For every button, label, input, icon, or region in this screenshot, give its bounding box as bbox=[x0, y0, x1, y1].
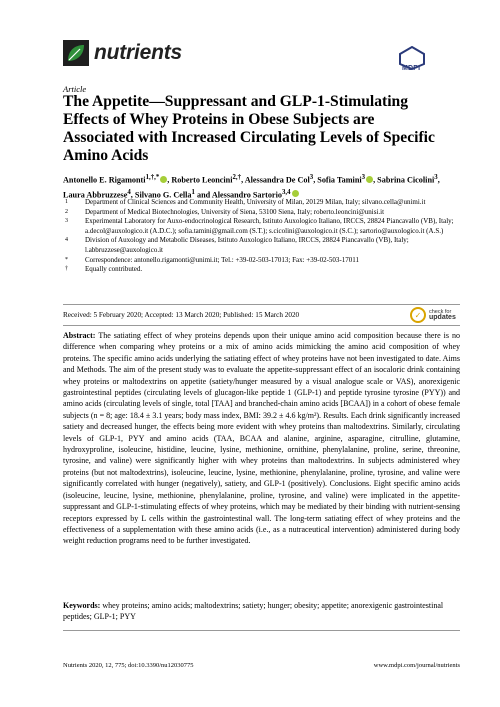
author-affil-sup: 3,4 bbox=[281, 188, 291, 196]
affiliation-item: 4 Division of Auxology and Metabolic Diseases, Istituto Auxologico Italiano, IRCCS, 28824 Piancavallo (VB), Italy; l.abbruzzese@auxologico.it bbox=[65, 236, 409, 254]
author-name: Laura Abbruzzese bbox=[63, 190, 128, 200]
updates-line1: check for bbox=[429, 308, 452, 315]
correspondence-item: * Correspondence: antonello.rigamonti@unimi.it; Tel.: +39-02-503-17013; Fax: +39-02-503-17011 bbox=[65, 255, 359, 264]
author-name: Roberto Leoncini bbox=[171, 175, 233, 185]
article-type: Article bbox=[63, 84, 87, 94]
abstract bbox=[63, 330, 460, 547]
author-affil-sup: 3 bbox=[434, 174, 438, 181]
publication-dates: Received: 5 February 2020; Accepted: 13 March 2020; Published: 15 March 2020 bbox=[63, 311, 300, 319]
author-name: Antonello E. Rigamonti bbox=[63, 175, 146, 185]
keywords-label: Keywords: bbox=[63, 601, 101, 610]
footer-citation: Nutrients 2020, 12, 775; doi:10.3390/nu12030775 bbox=[63, 662, 194, 669]
author-name: Alessandra De Col bbox=[244, 175, 310, 185]
author-conjunction: and bbox=[197, 190, 211, 200]
refresh-icon: ✓ bbox=[410, 307, 426, 323]
paper-title: The Appetite—Suppressant and GLP-1-Stimulating Effects of Whey Proteins in Obese Subjects are Associated with Increased Circulating Levels of Specific Amino Acids bbox=[63, 93, 435, 164]
author-affil-sup: 1,†,* bbox=[145, 174, 160, 181]
journal-logo bbox=[63, 40, 182, 66]
author-affil-sup: 4 bbox=[127, 188, 131, 196]
abstract-text: The satiating effect of whey proteins depends upon their unique amino acid composition because there is no difference when comparing whey proteins or a mix of amino acids mimicking the amino acid composition of whey proteins. The specific amino acids underlying the satiating effect of whey proteins have not been investigated to date. Aims and Methods. The aim of the present study was to evaluate the appetite-suppressant effect of an isocaloric drink containing whey proteins or maltodextrins on appetite (satiety/hunger measured by a visual analogue scale or VAS), anorexigenic gastrointestinal peptides (circulating levels of glucagon-like peptide 1 (GLP-1) and peptide tyrosine tyrosine (PYY)) and amino acids (circulating levels of single, total [TAA] and branched-chain amino acids [BCAA]) in a cohort of obese female subjects (n = 8; age: 18.4 ± 3.1 years; body mass index, BMI: 39.2 ± 4.6 kg/m²). Results. Each drink significantly increased satiety and decreased hunger, the effects being more evident with whey proteins than maltodextrins. Similarly, circulating levels of GLP-1, PYY and amino acids (TAA, BCAA and alanine, arginine, asparagine, citrulline, glutamine, hydroxyproline, isoleucine, histidine, leucine, lysine, methionine, ornithine, phenylalanine, proline, serine, threonine, tyrosine, and valine) were significantly higher with whey proteins than maltodextrins. In subjects administered whey proteins (but not maltodextrins), isoleucine, leucine, lysine, methionine, phenylalanine, proline, tyrosine, and valine were significantly correlated with hunger (negatively), satiety, and GLP-1 (positively). Conclusions. Eight specific amino acids (isoleucine, leucine, lysine, methionine, phenylalanine, proline, tyrosine, and valine) were implicated in the appetite-suppressant and GLP-1-stimulating effects of whey proteins, which may be mediated by their binding with nutrient-sensing receptors expressed by L cells within the gastrointestinal wall. The long-term satiating effect of whey proteins and the effectiveness of a supplementation with these amino acids (i.e., as a nutraceutical intervention) administered during body weight reduction programs need to be further investigated. bbox=[63, 331, 461, 546]
author-affil-sup: 1 bbox=[191, 188, 195, 196]
author-affil-sup: 3 bbox=[309, 174, 314, 181]
journal-name: nutrients bbox=[94, 41, 183, 64]
affiliation-item: 2 Department of Medical Biotechnologies, University of Siena, 53100 Siena, Italy; roberto.leoncini@unisi.it bbox=[65, 207, 385, 216]
author-list: Antonello E. Rigamonti$^{1,\dagger,*}$ , Roberto Leoncini$^{2,\dagger}$, Alessandra De Col$^3$, Sofia Tamini$^3$ , Sabrina Cicolini$^3$, Laura Abbruzzese$^4$, Silvano G. Cella$^1$ and Alessandro Sartorio$^{3,4}$ bbox=[63, 174, 440, 200]
divider bbox=[63, 304, 460, 305]
abstract-label: Abstract: bbox=[63, 331, 96, 340]
author-affil-sup: 2,† bbox=[232, 174, 242, 181]
leaf-logo-icon bbox=[63, 40, 89, 66]
affiliation-item: 1 Department of Clinical Sciences and Community Health, University of Milan, 20129 Milan, Italy; silvano.cella@unimi.it bbox=[65, 198, 426, 206]
author-name: Silvano G. Cella bbox=[134, 190, 192, 200]
author-name: Sabrina Cicolini bbox=[377, 175, 435, 185]
check-for-updates-badge[interactable] bbox=[410, 305, 460, 325]
orcid-icon[interactable] bbox=[366, 176, 373, 183]
equal-contribution-note: † Equally contributed. bbox=[65, 265, 143, 274]
divider bbox=[63, 325, 460, 326]
affiliation-list bbox=[63, 198, 458, 275]
keywords bbox=[63, 600, 460, 623]
publisher-name: MDPI bbox=[402, 65, 421, 72]
footer-url[interactable]: www.mdpi.com/journal/nutrients bbox=[373, 662, 460, 669]
orcid-icon[interactable] bbox=[160, 176, 167, 183]
author-name: Alessandro Sartorio bbox=[211, 190, 282, 200]
orcid-icon[interactable] bbox=[292, 190, 299, 197]
author-affil-sup: 3 bbox=[361, 174, 366, 181]
affiliation-item: 3 Experimental Laboratory for Auxo-endocrinological Research, Istituto Auxologico Italiano, IRCCS, 28824 Piancavallo (VB), Italy; a.decol@auxologico.it (A.D.C.); sofia.tamini@gmail.com (S.T.); s.cicolini@auxologico.it (S.C.); sartorio@auxologico.it (A.S.) bbox=[65, 217, 454, 235]
keywords-text: whey proteins; amino acids; maltodextrins; satiety; hunger; obesity; appetite; anorexigenic gastrointestinal peptides; GLP-1; PYY bbox=[63, 601, 444, 622]
divider bbox=[63, 630, 460, 631]
author-name: Sofia Tamini bbox=[317, 175, 362, 185]
updates-line2: updates bbox=[429, 314, 456, 321]
